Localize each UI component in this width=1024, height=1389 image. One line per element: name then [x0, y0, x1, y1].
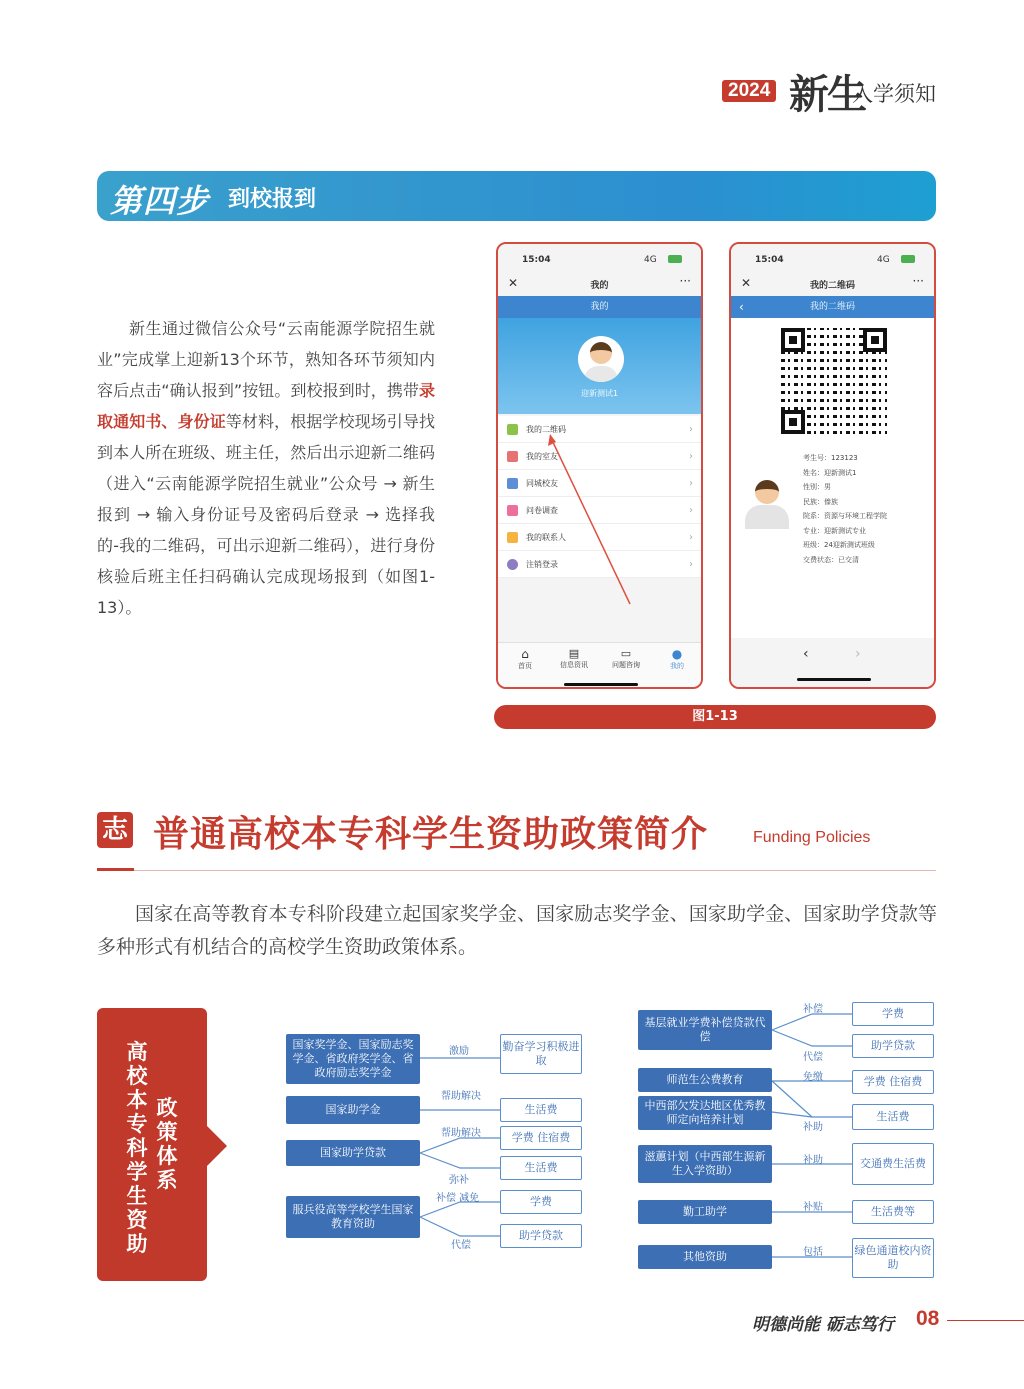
- policy-label: 补偿 减免: [436, 1193, 480, 1204]
- policy-box-scholarship: 国家奖学金、国家励志奖学金、省政府奖学金、省政府励志奖学金: [286, 1034, 420, 1084]
- policy-label: 帮助解决: [441, 1128, 481, 1139]
- policy-label: 补偿: [803, 1004, 823, 1015]
- policy-label: 补贴: [803, 1202, 823, 1213]
- tab-news[interactable]: ▤ 信息资讯: [556, 647, 592, 670]
- policy-outcome: 生活费: [500, 1156, 582, 1180]
- tab-questions[interactable]: ▭ 问题咨询: [608, 647, 644, 670]
- section-title-en: Funding Policies: [753, 829, 871, 846]
- policy-box-normal-student: 师范生公费教育: [638, 1068, 772, 1092]
- policy-box-zihui: 滋蕙计划（中西部生源新生入学资助）: [638, 1145, 772, 1183]
- student-info: 考生号：123123 姓名：迎新测试1 性别：男 民族：傣族 院系：资源与环境工程学院 专业：迎新测试专业 班级：24迎新测试班级 交费状态：已交清: [803, 454, 887, 564]
- menu-item-logout[interactable]: 注销登录 ›: [498, 551, 701, 578]
- policy-label: 激励: [449, 1046, 469, 1057]
- policy-outcome: 绿色通道校内资助: [852, 1238, 934, 1278]
- menu-item-survey[interactable]: 问卷调查 ›: [498, 497, 701, 524]
- menu-item-alumni[interactable]: 同城校友 ›: [498, 470, 701, 497]
- policy-label: 代偿: [803, 1052, 823, 1063]
- policy-outcome: 学费: [852, 1002, 934, 1026]
- phone-title: 我的: [590, 281, 609, 291]
- policy-box-other: 其他资助: [638, 1245, 772, 1269]
- close-icon[interactable]: ✕: [741, 276, 752, 290]
- phone-nav-bar: ‹ 我的二维码: [731, 296, 934, 318]
- more-icon[interactable]: ···: [912, 274, 924, 288]
- policy-outcome: 助学贷款: [852, 1034, 934, 1058]
- policy-outcome: 交通费生活费: [852, 1143, 934, 1185]
- close-icon[interactable]: ✕: [508, 276, 519, 290]
- policy-outcome: 助学贷款: [500, 1224, 582, 1248]
- chat-icon: ▭: [620, 647, 632, 660]
- step-title: 到校报到: [228, 187, 317, 212]
- footer-motto: 明德尚能 砺志笃行: [752, 1315, 894, 1335]
- policy-outcome: 勤奋学习积极进取: [500, 1034, 582, 1074]
- back-arrow-icon[interactable]: ‹: [803, 646, 809, 662]
- policy-outcome: 学费 住宿费: [852, 1070, 934, 1094]
- section-title: 普通高校本专科学生资助政策简介: [153, 814, 709, 855]
- policy-outcome: 学费: [500, 1190, 582, 1214]
- phone-title: 我的二维码: [809, 281, 855, 291]
- section-icon: 志: [97, 812, 133, 848]
- user-name: 迎新测试1: [580, 389, 619, 398]
- policy-outcome: 生活费: [500, 1098, 582, 1122]
- left-title: 高校本专科学生资助: [126, 1040, 148, 1256]
- forward-arrow-icon[interactable]: ›: [855, 646, 861, 662]
- policy-label: 补助: [803, 1155, 823, 1166]
- status-time: 15:04: [522, 255, 551, 265]
- menu-item-qrcode[interactable]: 我的二维码 ›: [498, 416, 701, 443]
- menu-item-contacts[interactable]: 我的联系人 ›: [498, 524, 701, 551]
- footer-line: [947, 1320, 1024, 1321]
- page-number: 08: [916, 1307, 940, 1330]
- policy-label: 弥补: [449, 1175, 469, 1186]
- figure-caption: 图1-13: [494, 705, 936, 729]
- tab-mine[interactable]: ● 我的: [664, 647, 690, 671]
- status-time: 15:04: [755, 255, 784, 265]
- policy-outcome: 生活费等: [852, 1200, 934, 1224]
- policy-label: 包括: [803, 1247, 823, 1258]
- bold-text: 录取通知书、身份证: [97, 381, 435, 431]
- policy-box-grant: 国家助学金: [286, 1096, 420, 1124]
- policy-box-teacher-plan: 中西部欠发达地区优秀教师定向培养计划: [638, 1096, 772, 1130]
- menu-item-roommate[interactable]: 我的室友 ›: [498, 443, 701, 470]
- step-paragraph: 新生通过微信公众号“云南能源学院招生就业”完成掌上迎新13个环节，熟知各环节须知内容后点击“确认报到”按钮。到校报到时，携带录取通知书、身份证等材料，根据学校现场引导找到本人所在班级、班主任，然后出示迎新二维码（进入“云南能源学院招生就业”公众号 → 新生报到 → 输入身份证号及密码后登录 → 选择我的-我的二维码，可出示迎新二维码），进行身份核验后班主任扫码确认完成现场报到（如图1-13）。: [97, 319, 435, 617]
- policy-label: 代偿: [451, 1240, 471, 1251]
- back-icon[interactable]: ‹: [739, 300, 744, 314]
- year-badge: 2024: [722, 80, 776, 102]
- policy-label: 帮助解决: [441, 1091, 481, 1102]
- more-icon[interactable]: ···: [679, 274, 691, 288]
- header-title-rest: 入学须知: [852, 82, 936, 106]
- policy-label: 免缴: [803, 1072, 823, 1083]
- policy-box-grassroots: 基层就业学费补偿贷款代偿: [638, 1010, 772, 1050]
- step-label: 第四步: [110, 182, 210, 220]
- header-title-big: 新生: [789, 71, 865, 118]
- signal-text: 4G: [644, 255, 657, 265]
- intro-paragraph: 国家在高等教育本专科阶段建立起国家奖学金、国家励志奖学金、国家助学金、国家助学贷款等多种形式有机结合的高校学生资助政策体系。: [97, 903, 937, 958]
- policy-outcome: 学费 住宿费: [500, 1126, 582, 1150]
- home-icon: ⌂: [521, 647, 529, 661]
- policy-box-work-study: 勤工助学: [638, 1200, 772, 1224]
- phone-nav-bar: 我的: [498, 296, 701, 318]
- policy-outcome: 生活费: [852, 1104, 934, 1130]
- tab-home[interactable]: ⌂ 首页: [510, 647, 540, 671]
- signal-text: 4G: [877, 255, 890, 265]
- person-icon: ●: [671, 647, 683, 661]
- document-icon: ▤: [568, 647, 580, 660]
- policy-box-military: 服兵役高等学校学生国家教育资助: [286, 1196, 420, 1238]
- left-subtitle: 政策体系: [156, 1096, 178, 1192]
- policy-box-loan: 国家助学贷款: [286, 1140, 420, 1166]
- policy-label: 补助: [803, 1122, 823, 1133]
